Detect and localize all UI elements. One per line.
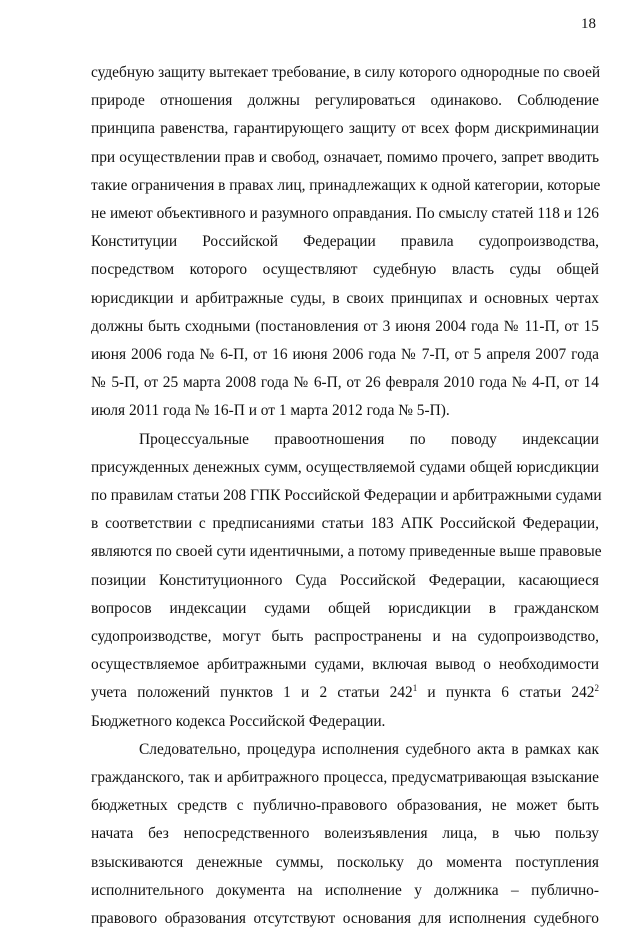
text-line: Конституции Российской Федерации правила судопроизводства,: [91, 233, 599, 251]
paragraph-3: [91, 736, 599, 933]
text-line: посредством которого осуществляют судебную власть суды общей: [91, 261, 599, 279]
text-line: взыскиваются денежные суммы, поскольку до момента поступления: [91, 853, 599, 871]
text-line: Процессуальные правоотношения по поводу индексации: [139, 430, 599, 448]
page-number: 18: [581, 16, 596, 32]
text-line: июля 2011 года № 16-П и от 1 марта 2012 года № 5-П).: [91, 402, 450, 420]
text-line: Бюджетного кодекса Российской Федерации.: [91, 712, 386, 730]
text-line: судопроизводстве, могут быть распространены и на судопроизводство,: [91, 628, 599, 646]
text-line: юрисдикции и арбитражные суды, в своих принципах и основных чертах: [91, 289, 599, 307]
text-line: № 5-П, от 25 марта 2008 года № 6-П, от 26 февраля 2010 года № 4-П, от 14: [91, 374, 599, 392]
text-line: должны быть сходными (постановления от 3 июня 2004 года № 11-П, от 15: [91, 317, 599, 335]
text-line: гражданского, так и арбитражного процесса, предусматривающая взыскание: [91, 769, 599, 787]
text-line: осуществляемое арбитражными судами, включая вывод о необходимости: [91, 656, 599, 674]
superscript: 2: [594, 683, 599, 694]
text-line: начата без непосредственного волеизъявления лица, в чью пользу: [91, 825, 599, 843]
text-line: являются по своей сути идентичными, а потому приведенные выше правовые: [91, 543, 602, 561]
text-line-with-superscripts: [91, 679, 599, 707]
text-line: позиции Конституционного Суда Российской Федерации, касающиеся: [91, 571, 599, 589]
text-line: при осуществлении прав и свобод, означает, помимо прочего, запрет вводить: [91, 148, 599, 166]
text-fragment: учета положений пунктов 1 и 2 статьи 242: [91, 684, 413, 702]
text-line: такие ограничения в правах лиц, принадлежащих к одной категории, которые: [91, 176, 601, 194]
text-line: исполнительного документа на исполнение у должника – публично-: [91, 881, 599, 899]
text-line: присужденных денежных сумм, осуществляемой судами общей юрисдикции: [91, 458, 599, 476]
text-line: в соответствии с предписаниями статьи 183 АПК Российской Федерации,: [91, 515, 599, 533]
superscript: 1: [412, 683, 418, 694]
text-line: Следовательно, процедура исполнения судебного акта в рамках как: [139, 740, 599, 758]
document-body: [91, 59, 602, 933]
text-line: принципа равенства, гарантирующего защиту от всех форм дискриминации: [91, 120, 599, 138]
text-line: вопросов индексации судами общей юрисдикции в гражданском: [91, 599, 599, 617]
text-line: по правилам статьи 208 ГПК Российской Федерации и арбитражными судами: [91, 487, 602, 505]
paragraph-1: [91, 59, 599, 426]
text-line: правового образования отсутствуют основания для исполнения судебного: [91, 910, 599, 928]
text-line: судебную защиту вытекает требование, в силу которого однородные по своей: [91, 64, 601, 81]
paragraph-2: [91, 426, 602, 736]
text-line: природе отношения должны регулироваться одинаково. Соблюдение: [91, 92, 599, 110]
text-fragment: и пункта 6 статьи 242: [417, 684, 595, 702]
text-line: не имеют объективного и разумного оправдания. По смыслу статей 118 и 126: [91, 205, 599, 223]
text-line: бюджетных средств с публично-правового образования, не может быть: [91, 797, 599, 815]
text-line: июня 2006 года № 6-П, от 16 июня 2006 года № 7-П, от 5 апреля 2007 года: [91, 346, 599, 364]
